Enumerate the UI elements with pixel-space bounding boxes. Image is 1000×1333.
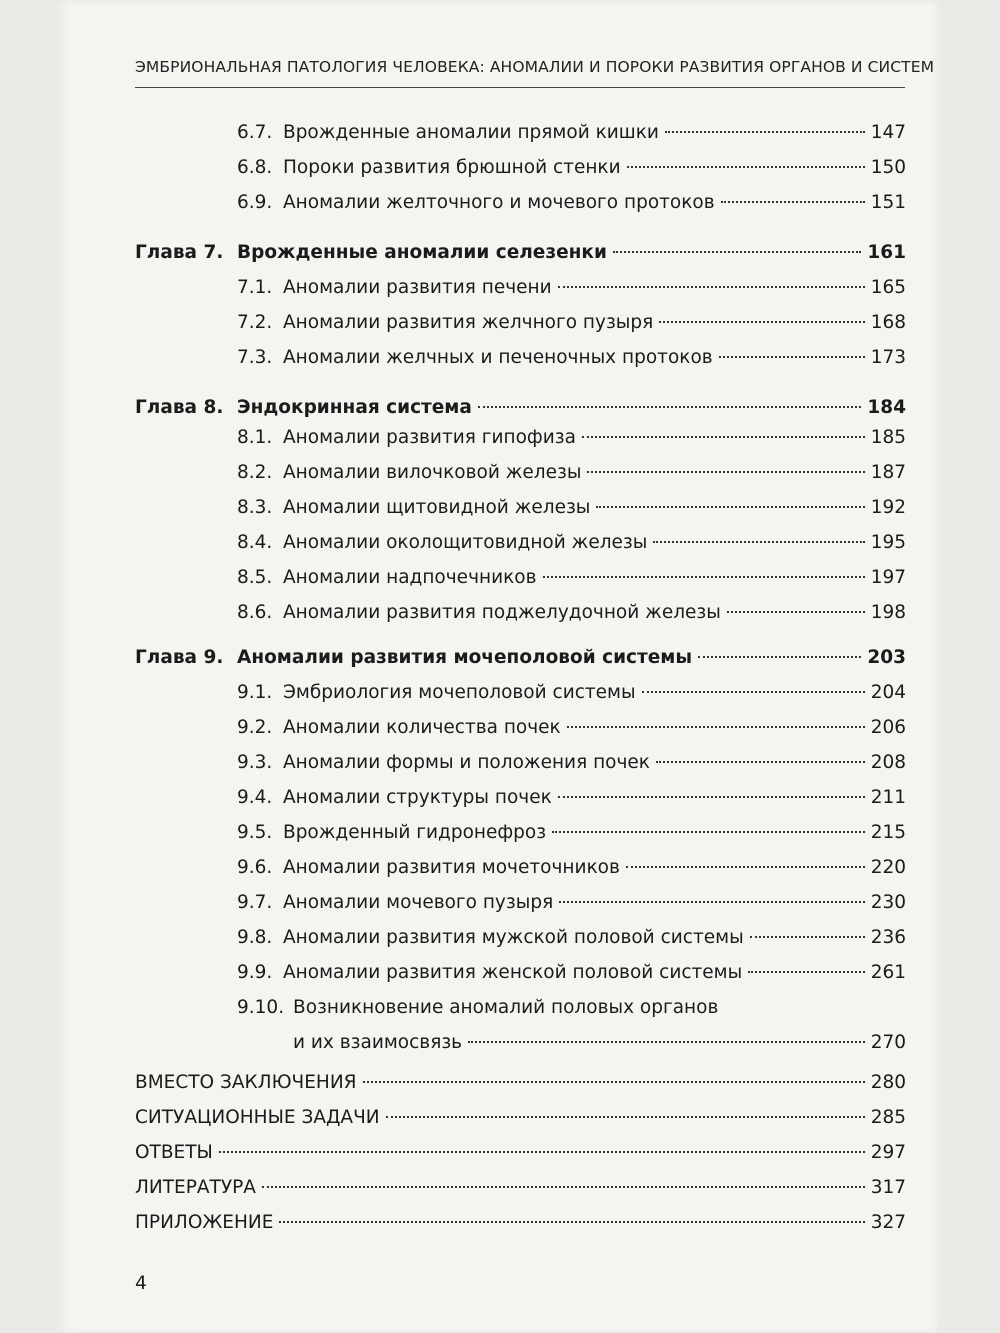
dot-leader — [665, 131, 865, 133]
dot-leader — [748, 971, 864, 973]
toc-entry-page: 211 — [870, 787, 906, 808]
toc-chapter — [135, 643, 906, 673]
toc-entry-page: 165 — [870, 277, 906, 298]
toc-entry-page: 270 — [870, 1032, 906, 1053]
toc-entry-title: Аномалии околощитовидной железы — [283, 532, 648, 553]
toc-entry-number: 9.4. — [237, 787, 273, 808]
toc-entry — [135, 563, 906, 593]
toc-entry-page: 236 — [870, 927, 906, 948]
toc-entry — [135, 993, 906, 1023]
toc-entry-page: 215 — [870, 822, 906, 843]
toc-entry-title: Аномалии развития женской половой системы — [283, 962, 743, 983]
toc-entry-title: Аномалии развития желчного пузыря — [283, 312, 654, 333]
toc-entry-page: 187 — [870, 462, 906, 483]
toc-entry-page: 206 — [870, 717, 906, 738]
toc-entry-title: Аномалии формы и положения почек — [283, 752, 650, 773]
toc-entry-page: 297 — [870, 1142, 906, 1163]
toc-entry-page: 261 — [870, 962, 906, 983]
toc-entry-page: 208 — [870, 752, 906, 773]
toc-entry-title: Возникновение аномалий половых органов — [293, 997, 719, 1018]
toc-entry-number: 8.5. — [237, 567, 273, 588]
toc-entry — [135, 958, 906, 988]
toc-entry — [135, 493, 906, 523]
toc-entry-title: ОТВЕТЫ — [135, 1142, 213, 1163]
toc-entry-number: 6.8. — [237, 157, 273, 178]
toc-entry-title: и их взаимосвязь — [293, 1032, 463, 1053]
dot-leader — [653, 541, 864, 543]
toc-entry-page: 230 — [870, 892, 906, 913]
toc-entry — [135, 423, 906, 453]
toc-entry-page: 198 — [870, 602, 906, 623]
dot-leader — [279, 1221, 864, 1223]
toc-chapter — [135, 393, 906, 423]
toc-entry-number: 9.1. — [237, 682, 273, 703]
toc-entry — [135, 118, 906, 148]
toc-entry-number: 8.2. — [237, 462, 273, 483]
toc-entry-title: Аномалии развития печени — [283, 277, 552, 298]
dot-leader — [613, 251, 861, 253]
dot-leader — [558, 796, 865, 798]
toc-entry-number: 8.3. — [237, 497, 273, 518]
toc-entry-page: 220 — [870, 857, 906, 878]
toc-entry-title: Аномалии мочевого пузыря — [283, 892, 554, 913]
toc-entry-page: 195 — [870, 532, 906, 553]
toc-entry — [135, 343, 906, 373]
dot-leader — [567, 726, 865, 728]
page-number: 4 — [135, 1273, 147, 1294]
toc-entry-title: СИТУАЦИОННЫЕ ЗАДАЧИ — [135, 1107, 380, 1128]
dot-leader — [659, 321, 864, 323]
toc-entry-number: 6.9. — [237, 192, 273, 213]
toc-entry-title: Аномалии щитовидной железы — [283, 497, 591, 518]
toc-entry-page: 185 — [870, 427, 906, 448]
toc-entry — [135, 188, 906, 218]
toc-entry-page: 317 — [870, 1177, 906, 1198]
toc-entry-title: Аномалии надпочечников — [283, 567, 537, 588]
header-rule — [135, 87, 905, 88]
toc-entry-number: 8.6. — [237, 602, 273, 623]
toc-entry-page: 173 — [870, 347, 906, 368]
dot-leader — [543, 576, 865, 578]
toc-entry-page: 280 — [870, 1072, 906, 1093]
toc-entry — [135, 678, 906, 708]
toc-entry-number: 7.2. — [237, 312, 273, 333]
toc-entry — [135, 713, 906, 743]
dot-leader — [552, 831, 865, 833]
toc-entry-number: 9.6. — [237, 857, 273, 878]
dot-leader — [721, 201, 865, 203]
dot-leader — [719, 356, 865, 358]
toc-entry-number: 8.1. — [237, 427, 273, 448]
toc-entry-number: 9.10. — [237, 997, 285, 1018]
dot-leader — [656, 761, 865, 763]
dot-leader — [587, 471, 864, 473]
dot-leader — [558, 286, 865, 288]
toc-entry-page: 327 — [870, 1212, 906, 1233]
toc-entry-number: 7.3. — [237, 347, 273, 368]
toc-entry-title: Аномалии развития мочеточников — [283, 857, 620, 878]
running-head: ЭМБРИОНАЛЬНАЯ ПАТОЛОГИЯ ЧЕЛОВЕКА: АНОМАЛИИ И ПОРОКИ РАЗВИТИЯ ОРГАНОВ И СИСТЕМ — [135, 58, 935, 76]
toc-entry-title: Аномалии структуры почек — [283, 787, 552, 808]
toc-entry — [135, 1103, 906, 1133]
toc-entry — [135, 308, 906, 338]
toc-entry — [135, 853, 906, 883]
toc-entry-number: Глава 7. — [135, 242, 224, 263]
toc-entry-number: 8.4. — [237, 532, 273, 553]
toc-entry-page: 197 — [870, 567, 906, 588]
toc-entry — [135, 458, 906, 488]
toc-entry-title: Аномалии желточного и мочевого протоков — [283, 192, 715, 213]
toc-entry-number: 9.7. — [237, 892, 273, 913]
dot-leader — [559, 901, 864, 903]
toc-entry-page: 204 — [870, 682, 906, 703]
toc-entry-title: Аномалии количества почек — [283, 717, 561, 738]
toc-entry — [135, 748, 906, 778]
toc-entry-page: 184 — [867, 397, 906, 418]
dot-leader — [626, 866, 865, 868]
toc-entry — [135, 598, 906, 628]
toc-entry — [135, 1068, 906, 1098]
toc-entry-number: 9.8. — [237, 927, 273, 948]
toc-entry — [135, 783, 906, 813]
dot-leader — [727, 611, 865, 613]
toc-entry-page: 150 — [870, 157, 906, 178]
toc-entry-page: 168 — [870, 312, 906, 333]
toc-entry — [135, 1028, 906, 1058]
toc-entry-number: 9.2. — [237, 717, 273, 738]
toc-entry-title: ЛИТЕРАТУРА — [135, 1177, 256, 1198]
dot-leader — [219, 1151, 865, 1153]
toc-entry-number: 9.3. — [237, 752, 273, 773]
toc-entry — [135, 153, 906, 183]
toc-entry-title: Аномалии развития мужской половой системы — [283, 927, 744, 948]
toc-entry-number: 9.5. — [237, 822, 273, 843]
toc-entry-title: ПРИЛОЖЕНИЕ — [135, 1212, 274, 1233]
toc-entry-number: Глава 8. — [135, 397, 224, 418]
toc-entry-title: Аномалии вилочковой железы — [283, 462, 582, 483]
toc-entry-title: Аномалии развития поджелудочной железы — [283, 602, 721, 623]
dot-leader — [596, 506, 864, 508]
toc-entry-page: 151 — [870, 192, 906, 213]
toc-entry-number: 6.7. — [237, 122, 273, 143]
toc-entry — [135, 1138, 906, 1168]
dot-leader — [363, 1081, 865, 1083]
toc-entry-title: Врожденные аномалии селезенки — [237, 242, 607, 263]
toc-entry-title: Аномалии развития мочеполовой системы — [237, 647, 693, 668]
dot-leader — [262, 1186, 865, 1188]
toc-entry-title: Врожденные аномалии прямой кишки — [283, 122, 659, 143]
dot-leader — [582, 436, 865, 438]
toc-entry — [135, 1173, 906, 1203]
toc-entry — [135, 273, 906, 303]
toc-entry — [135, 818, 906, 848]
toc-entry-title: ВМЕСТО ЗАКЛЮЧЕНИЯ — [135, 1072, 357, 1093]
dot-leader — [627, 166, 865, 168]
toc-entry-title: Аномалии развития гипофиза — [283, 427, 576, 448]
toc-entry-title: Аномалии желчных и печеночных протоков — [283, 347, 713, 368]
toc-entry-number: 9.9. — [237, 962, 273, 983]
toc-entry-page: 192 — [870, 497, 906, 518]
toc-entry-page: 161 — [867, 242, 906, 263]
dot-leader — [386, 1116, 865, 1118]
dot-leader — [750, 936, 865, 938]
toc-entry — [135, 923, 906, 953]
toc-entry — [135, 528, 906, 558]
toc-entry-title: Врожденный гидронефроз — [283, 822, 547, 843]
dot-leader — [642, 691, 865, 693]
toc-entry-number: 7.1. — [237, 277, 273, 298]
dot-leader — [478, 406, 861, 408]
toc-entry-title: Эндокринная система — [237, 397, 472, 418]
toc-entry-page: 285 — [870, 1107, 906, 1128]
toc-entry — [135, 1208, 906, 1238]
dot-leader — [698, 656, 861, 658]
toc-entry-number: Глава 9. — [135, 647, 224, 668]
toc-entry-title: Эмбриология мочеполовой системы — [283, 682, 636, 703]
toc-entry — [135, 888, 906, 918]
toc-entry-title: Пороки развития брюшной стенки — [283, 157, 621, 178]
toc-entry-page: 203 — [867, 647, 906, 668]
dot-leader — [468, 1041, 865, 1043]
toc-chapter — [135, 238, 906, 268]
toc-entry-page: 147 — [870, 122, 906, 143]
